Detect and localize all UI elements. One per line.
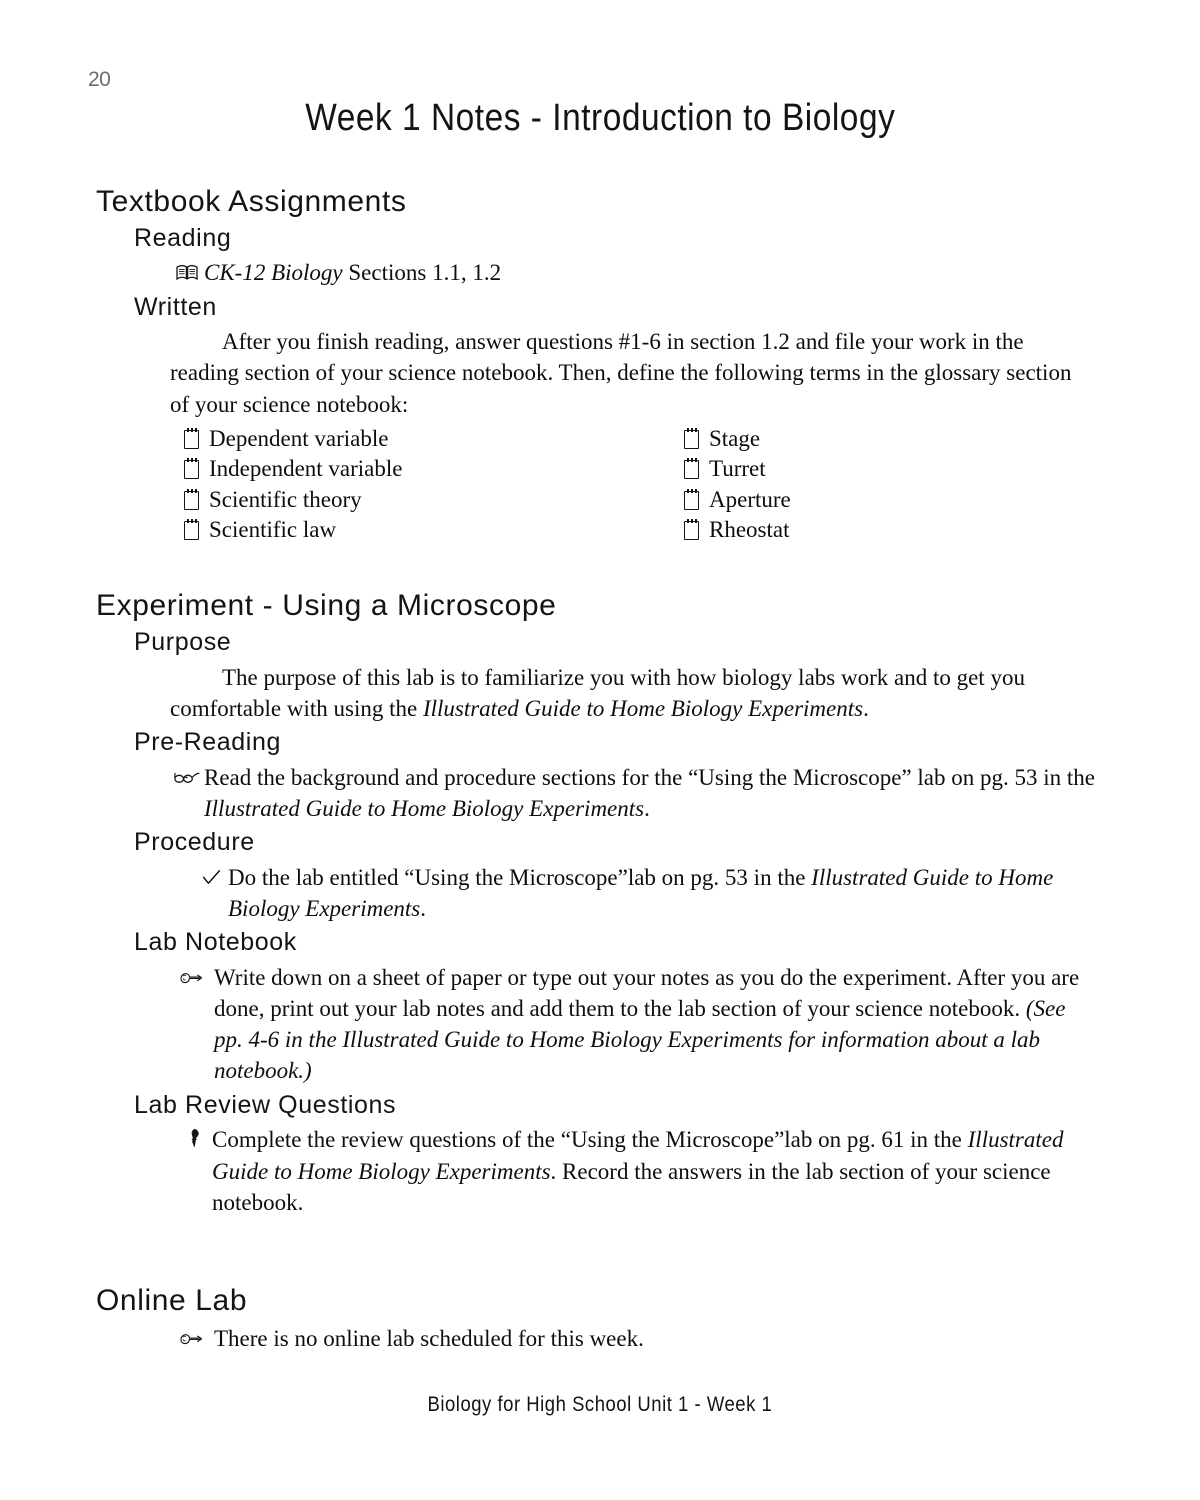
subsection-heading-lab-review-questions xyxy=(134,1091,1106,1121)
subsection-heading-lab-notebook xyxy=(134,928,1106,958)
checklist-item-label: Turret xyxy=(709,456,766,482)
section-heading-text: Textbook Assignments xyxy=(96,185,407,218)
lab-notebook-bullet xyxy=(168,962,1098,1087)
purpose-text-tail: . xyxy=(863,695,869,721)
checkbox-icon[interactable] xyxy=(184,485,209,515)
lab-review-book-title: Illustrated Guide to Home Biology Experiments xyxy=(212,1127,1064,1184)
eyeglasses-icon xyxy=(170,762,204,791)
subsection-heading-text: Written xyxy=(134,292,217,321)
procedure-text xyxy=(228,862,1099,925)
subsection-heading-text: Procedure xyxy=(134,828,255,857)
procedure-text-lead: Do the lab entitled “Using the Microscope”lab on pg. 53 in the xyxy=(228,864,812,890)
checkbox-icon[interactable] xyxy=(684,424,709,454)
page-title xyxy=(0,96,1200,140)
lab-review-bullet xyxy=(178,1124,1068,1218)
reading-book-title: CK-12 Biology xyxy=(204,260,343,286)
section-heading-online-lab xyxy=(96,1284,1106,1319)
reading-book-sections: Sections 1.1, 1.2 xyxy=(342,260,502,286)
page-footer xyxy=(0,1392,1200,1417)
page-number: 20 xyxy=(88,68,111,91)
pointing-hand-icon xyxy=(168,1323,214,1352)
checklist-item-label: Rheostat xyxy=(709,516,790,542)
lab-review-text-lead: Complete the review questions of the “Using the Microscope”lab on pg. 61 in the xyxy=(212,1127,968,1153)
checklist-item-label: Stage xyxy=(709,425,761,451)
pre-reading-text-lead: Read the background and procedure sections for the “Using the Microscope” lab on pg. 53 in the xyxy=(204,764,1095,790)
glossary-terms-checklist xyxy=(184,424,1064,545)
purpose-paragraph xyxy=(170,662,1075,725)
subsection-heading-procedure xyxy=(134,828,1106,858)
subsection-heading-reading xyxy=(134,224,1106,254)
checklist-item-label: Scientific law xyxy=(209,516,337,542)
checklist-item-label: Independent variable xyxy=(209,456,403,482)
subsection-heading-pre-reading xyxy=(134,728,1106,758)
page-title-text: Week 1 Notes - Introduction to Biology xyxy=(304,97,896,139)
checklist-item[interactable] xyxy=(184,424,684,454)
pre-reading-book-title: Illustrated Guide to Home Biology Experiments xyxy=(204,795,645,821)
checklist-item-label: Scientific theory xyxy=(209,486,362,512)
subsection-heading-text: Purpose xyxy=(134,628,232,657)
online-lab-bullet xyxy=(168,1323,1068,1354)
checklist-item[interactable] xyxy=(684,485,1064,515)
checkmark-icon xyxy=(194,862,228,891)
pre-reading-text-tail: . xyxy=(644,795,650,821)
checkbox-icon[interactable] xyxy=(184,515,209,545)
checklist-item-label: Dependent variable xyxy=(209,425,389,451)
subsection-heading-text: Reading xyxy=(134,223,232,252)
checklist-item[interactable] xyxy=(184,515,684,545)
purpose-paragraph-block xyxy=(170,662,1075,725)
pointing-hand-icon xyxy=(168,962,214,991)
checkbox-icon[interactable] xyxy=(684,454,709,484)
lab-review-text xyxy=(212,1124,1068,1218)
section-heading-textbook-assignments xyxy=(96,185,1106,220)
subsection-heading-text: Lab Notebook xyxy=(134,928,297,957)
checklist-item-label: Aperture xyxy=(709,486,791,512)
purpose-text: The purpose of this lab is to familiarize you with how biology labs work and to get you comfortable with using the xyxy=(170,664,1025,721)
checkbox-icon[interactable] xyxy=(184,424,209,454)
reading-bullet-text xyxy=(204,257,1106,288)
subsection-heading-purpose xyxy=(134,628,1106,658)
reading-bullet xyxy=(170,257,1106,288)
procedure-bullet xyxy=(194,862,1099,925)
document-body xyxy=(96,185,1106,1354)
subsection-heading-text: Pre-Reading xyxy=(134,728,281,757)
procedure-book-title: Illustrated Guide to Home Biology Experiments xyxy=(228,864,1054,921)
pre-reading-text xyxy=(204,762,1095,825)
section-heading-experiment xyxy=(96,589,1106,624)
checklist-item[interactable] xyxy=(684,454,1064,484)
checklist-item[interactable] xyxy=(684,424,1064,454)
section-heading-text: Experiment - Using a Microscope xyxy=(96,589,557,623)
checkbox-icon[interactable] xyxy=(684,515,709,545)
procedure-text-tail: . xyxy=(420,895,427,921)
lab-review-text-tail: . Record the answers in the lab section of your science notebook. xyxy=(212,1158,1051,1215)
checkbox-icon[interactable] xyxy=(684,485,709,515)
section-heading-text: Online Lab xyxy=(96,1284,248,1318)
lab-notebook-text-lead: Write down on a sheet of paper or type out your notes as you do the experiment. After you are done, print out your lab notes and add them to the lab section of your science notebook. xyxy=(214,964,1080,1021)
written-paragraph-block xyxy=(170,326,1075,420)
checklist-item[interactable] xyxy=(184,454,684,484)
open-book-icon xyxy=(170,257,204,286)
pre-reading-bullet xyxy=(170,762,1095,825)
checklist-item[interactable] xyxy=(184,485,684,515)
checkbox-icon[interactable] xyxy=(184,454,209,484)
purpose-book-title: Illustrated Guide to Home Biology Experiments xyxy=(422,695,864,721)
checklist-item[interactable] xyxy=(684,515,1064,545)
pen-nib-icon xyxy=(178,1124,212,1153)
subsection-heading-text: Lab Review Questions xyxy=(134,1090,397,1119)
lab-notebook-text xyxy=(214,962,1098,1087)
lab-notebook-note: (See pp. 4-6 in the Illustrated Guide to Home Biology Experiments for information about a lab notebook.) xyxy=(214,995,1066,1084)
online-lab-text: There is no online lab scheduled for this week. xyxy=(214,1325,644,1351)
page-footer-text: Biology for High School Unit 1 - Week 1 xyxy=(427,1393,773,1416)
subsection-heading-written xyxy=(134,293,1106,323)
written-paragraph: After you finish reading, answer questions #1-6 in section 1.2 and file your work in the reading section of your science notebook. Then, define the following terms in the glossary section of your science notebook: xyxy=(170,329,1072,417)
